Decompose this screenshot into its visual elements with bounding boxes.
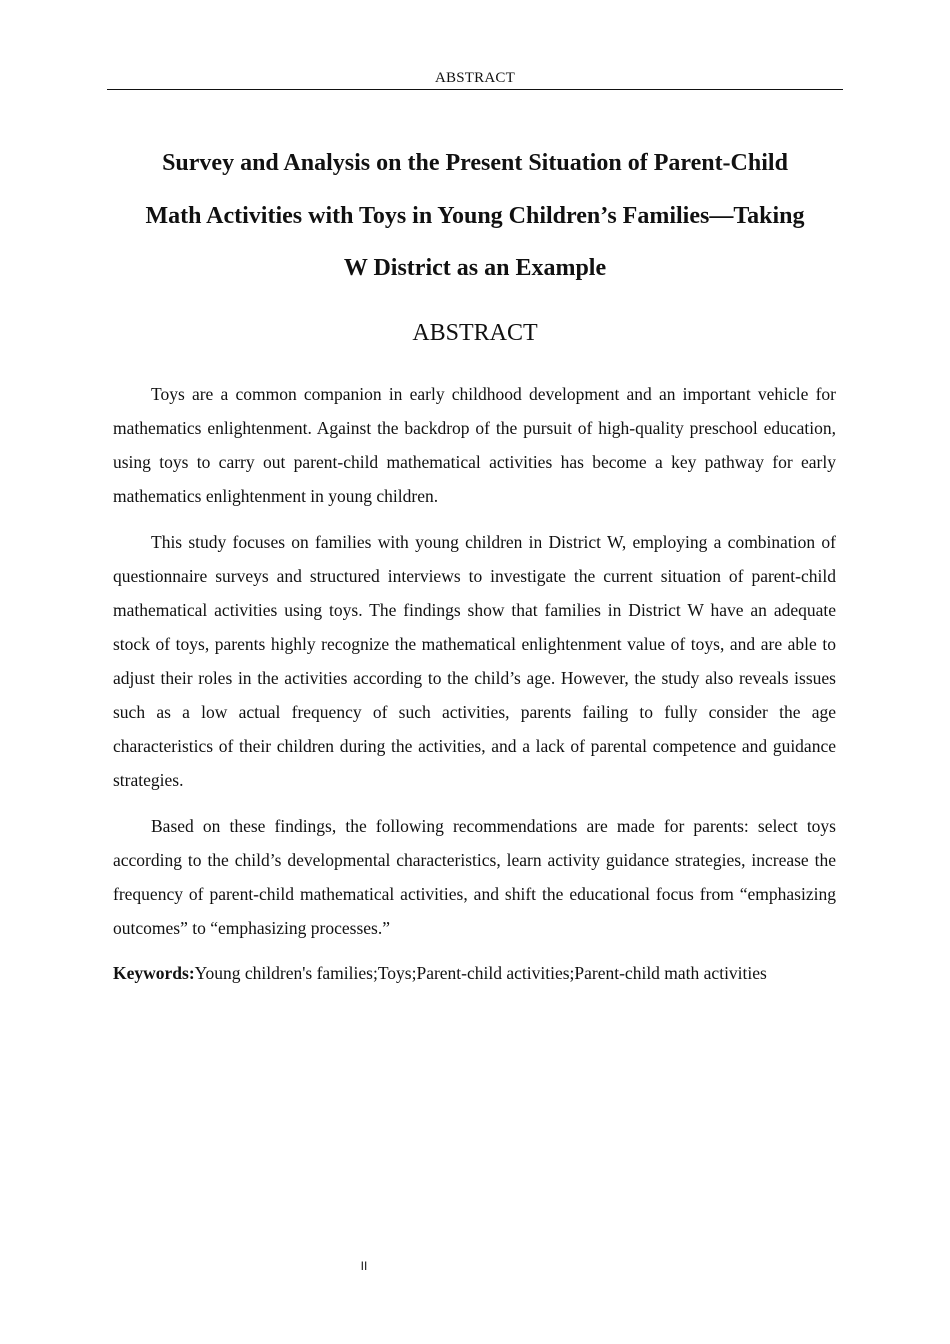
title-line: Survey and Analysis on the Present Situation of Parent-Child xyxy=(162,150,788,176)
page-number: II xyxy=(360,1259,368,1273)
paper-title xyxy=(113,137,837,295)
abstract-paragraph: Toys are a common companion in early childhood development and an important vehicle for mathematics enlightenment. Against the backdrop of the pursuit of high-quality preschool education, using toys to carry out parent-child mathematical activities has become a key pathway for early mathematics enlightenment in young children. xyxy=(113,384,836,506)
abstract-paragraph: This study focuses on families with young children in District W, employing a combination of questionnaire surveys and structured interviews to investigate the current situation of parent-child mathematical activities using toys. The findings show that families in District W have an adequate stock of toys, parents highly recognize the mathematical enlightenment value of toys, and are able to adjust their roles in the activities according to the child’s age. However, the study also reveals issues such as a low actual frequency of such activities, parents failing to fully consider the age characteristics of their children during the activities, and a lack of parental competence and guidance strategies. xyxy=(113,532,836,790)
running-header: ABSTRACT xyxy=(435,70,515,86)
keywords-value: Young children's families;Toys;Parent-child activities;Parent-child math activities xyxy=(194,963,767,983)
title-line: W District as an Example xyxy=(343,255,607,281)
keywords-label: Keywords: xyxy=(113,963,195,983)
title-line: Math Activities with Toys in Young Children’s Families—Taking xyxy=(145,202,805,229)
header-rule xyxy=(107,89,843,90)
section-heading: ABSTRACT xyxy=(412,320,538,346)
keywords xyxy=(113,956,848,990)
abstract-paragraph: Based on these findings, the following recommendations are made for parents: select toys according to the child’s developmental characteristics, learn activity guidance strategies, increase the frequency of parent-child mathematical activities, and shift the educational focus from “emphasizing outcomes” to “emphasizing processes.” xyxy=(113,816,836,938)
